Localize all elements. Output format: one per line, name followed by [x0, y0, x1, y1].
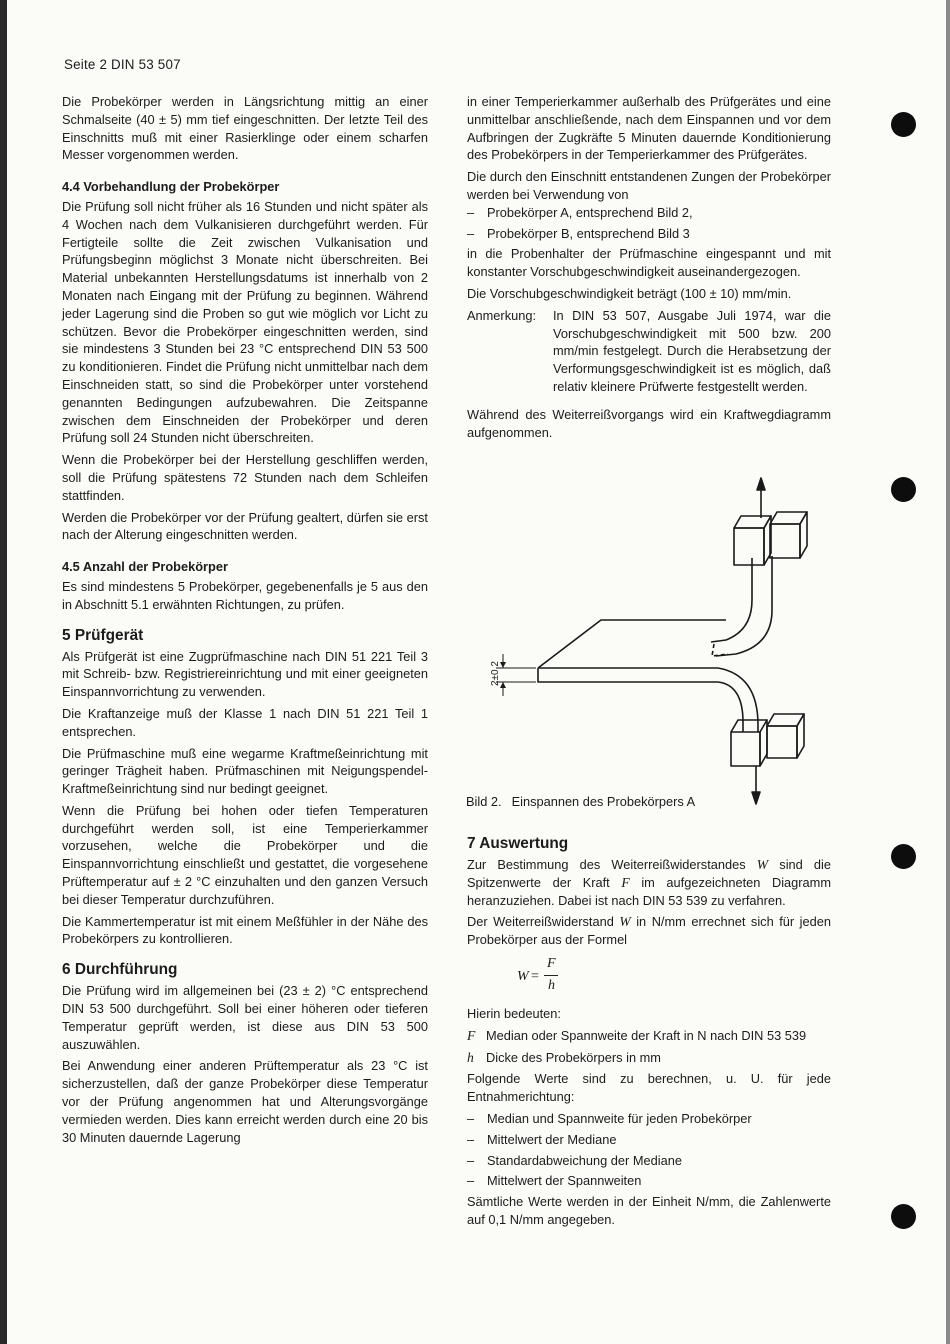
- formula-equals: =: [531, 968, 539, 984]
- section-5-title: 5 Prüfgerät: [62, 626, 144, 644]
- fraction-bar: [544, 975, 558, 976]
- dimension-label: 2±0,2: [490, 661, 501, 686]
- right-paragraph-2: Die durch den Einschnitt entstandenen Zungen der Probekörper werden bei Verwendung von: [467, 169, 831, 202]
- section-6-paragraph-1: Die Prüfung wird im allgemeinen bei (23 ± 2) °C entsprechend DIN 53 500 durchgeführt. Soll bei einer höheren oder tieferen Temperatur geprüft werden, ist diese aus DIN 53 500 auszuwählen.: [62, 983, 428, 1052]
- text-run: Der Weiterreißwiderstand: [467, 914, 614, 930]
- definition-text: Dicke des Probekörpers in mm: [486, 1049, 661, 1065]
- arrow-head-up: [757, 478, 765, 490]
- section-4-5-title: 4.5 Anzahl der Probekörper: [62, 559, 228, 575]
- punch-hole-2: [891, 477, 916, 502]
- figure-caption: [466, 794, 695, 809]
- lower-tongue-outer: [718, 668, 758, 732]
- section-5-paragraph-5: Die Kammertemperatur ist mit einem Meßfühler in der Nähe des Probekörpers zu kontrollieren.: [62, 913, 428, 947]
- legend-intro: Hierin bedeuten:: [467, 1005, 561, 1021]
- list-item: [467, 1110, 831, 1128]
- section-4-4-paragraph-2: Wenn die Probekörper bei der Herstellung geschliffen werden, soll die Prüfung spätestens 72 Stunden nach dem Schleifen stattfinden.: [62, 452, 428, 503]
- section-7-paragraph-1: [467, 856, 831, 909]
- list-item-text: Standardabweichung der Mediane: [487, 1152, 682, 1168]
- dash-bullet: –: [467, 225, 475, 241]
- section-5-paragraph-2: Die Kraftanzeige muß der Klasse 1 nach DIN 51 221 Teil 1 entsprechen.: [62, 705, 428, 739]
- definition-h: [467, 1049, 831, 1067]
- scan-edge-left: [0, 0, 7, 1344]
- symbol-W: W: [756, 857, 769, 872]
- formula-lhs: W: [517, 968, 529, 984]
- bottom-grip-right-side: [797, 714, 804, 758]
- list-item-text: Mittelwert der Spannweiten: [487, 1173, 642, 1189]
- list-item-text: Probekörper B, entsprechend Bild 3: [487, 225, 690, 241]
- figure-caption-number: Bild 2.: [466, 794, 502, 809]
- definition-F: [467, 1027, 831, 1045]
- section-6-paragraph-2: Bei Anwendung einer anderen Prüftemperatur als 23 °C ist sicherzustellen, daß der ganze Probekörper diese Temperatur vor der Prüfung angenommen hat und Alterungsvorgänge vermieden werden. Dies kann erreicht werden durch eine 20 bis 30 Minuten dauernde Lagerung: [62, 1058, 428, 1145]
- section-4-4-paragraph-1: Die Prüfung soll nicht früher als 16 Stunden und nicht später als 4 Wochen nach dem Vulkanisieren durchgeführt werden. Für Fertigteile sollte die Zeit zwischen Vulkanisation und Prüfungsbeginn möglichst 3 Monate nicht überschreiten. Bei Material unbekannten Herstellungsdatums ist innerhalb von 2 Monaten nach Eingang mit der Prüfung zu beginnen. Während jeder Lagerung sind die Proben so gut wie möglich vor Licht zu schützen. Bevor die Probekörper eingeschnitten werden, sind sie mindestens 3 Stunden bei 23 °C entsprechend DIN 53 500 zu konditionieren. Findet die Prüfung nicht unmittelbar nach dem Einschneiden statt, so sind die Probekörper unter vorstehend genannten Bedingungen aufzubewahren. Die Zeitspanne zwischen dem Einschneiden der Probekörper und deren Prüfung soll 24 Stunden nicht überschreiten.: [62, 198, 428, 446]
- intro-paragraph: Die Probekörper werden in Längsrichtung mittig an einer Schmalseite (40 ± 5) mm tief eingeschnitten. Der letzte Teil des Einschnitts muß mit einer Rasierklinge oder einem scharfen Messer vorgenommen werden.: [62, 94, 428, 163]
- section-7-paragraph-3: Folgende Werte sind zu berechnen, u. U. für jede Entnahmerichtung:: [467, 1071, 831, 1105]
- list-item-text: Probekörper A, entsprechend Bild 2,: [487, 204, 693, 220]
- section-4-4-paragraph-3: Werden die Probekörper vor der Prüfung gealtert, dürfen sie erst nach der Alterung eingeschnitten werden.: [62, 509, 428, 543]
- text-run: sind die Spitzenwerte der Kraft: [467, 857, 832, 890]
- left-column: [62, 93, 428, 1150]
- dash-bullet: –: [467, 1131, 475, 1147]
- formula: [467, 955, 831, 995]
- figure-specimen-clamping: [466, 470, 826, 815]
- formula-denominator: h: [548, 977, 555, 993]
- definition-text: Median oder Spannweite der Kraft in N nach DIN 53 539: [486, 1027, 807, 1043]
- section-5-paragraph-4: Wenn die Prüfung bei hohen oder tiefen Temperaturen durchgeführt werden soll, ist eine Temperierkammer vorzusehen, welche die Probekörper und die Einspannvorrichtung einschließt und gestattet, die vorgesehene Prüftemperatur auf ± 2 °C einzuhalten und den ganzen Versuch bei dieser Temperatur durchzuführen.: [62, 802, 428, 907]
- list-item: [467, 1172, 831, 1190]
- top-grip-left: [734, 528, 764, 565]
- bottom-grip-left-side: [760, 720, 767, 766]
- upper-tongue-left: [711, 558, 752, 642]
- specimen-top-edge: [538, 620, 726, 668]
- top-grip-right: [770, 524, 800, 558]
- lower-tongue-inner: [718, 682, 743, 732]
- slit-hidden-line: [712, 644, 728, 656]
- dash-bullet: –: [467, 1152, 475, 1168]
- scan-edge-right: [946, 0, 950, 1344]
- right-paragraph-5: Während des Weiterreißvorgangs wird ein Kraftwegdiagramm aufgenommen.: [467, 406, 831, 440]
- punch-hole-4: [891, 1204, 916, 1229]
- symbol-F: F: [621, 874, 630, 890]
- right-column-top: [467, 93, 831, 445]
- section-7-paragraph-2: [467, 913, 831, 949]
- dash-bullet: –: [467, 204, 475, 220]
- dash-bullet: –: [467, 1173, 475, 1189]
- section-4-4-title: 4.4 Vorbehandlung der Probekörper: [62, 179, 280, 195]
- section-4-5-paragraph-1: Es sind mindestens 5 Probekörper, gegebenenfalls je 5 aus den in Abschnitt 5.1 erwähnten Richtungen, zu prüfen.: [62, 578, 428, 612]
- formula-numerator: F: [547, 955, 556, 971]
- right-paragraph-1: in einer Temperierkammer außerhalb des Prüfgerätes und eine unmittelbar anschließende, nach dem Einspannen und vor dem Aufbringen der Zugkräfte 5 Minuten dauernde Konditionierung des Probekörpers in der Temperierkammer des Prüfgerätes.: [467, 94, 831, 163]
- right-paragraph-3: in die Probenhalter der Prüfmaschine eingespannt und mit konstanter Vorschubgeschwindigkeit auseinandergezogen.: [467, 246, 831, 280]
- arrow-head-down: [752, 792, 760, 804]
- page-header: Seite 2 DIN 53 507: [64, 57, 181, 72]
- figure-caption-text: Einspannen des Probekörpers A: [511, 794, 696, 809]
- list-item: [467, 225, 831, 243]
- punch-hole-1: [891, 112, 916, 137]
- symbol-W: W: [619, 914, 631, 930]
- bottom-grip-left: [731, 732, 760, 766]
- text-run: im aufgezeichneten Diagramm heranzuziehen. Dabei ist nach DIN 53 539 zu verfahren.: [467, 874, 831, 908]
- bottom-grip-right: [767, 726, 797, 758]
- section-7-paragraph-4: Sämtliche Werte werden in der Einheit N/mm, die Zahlenwerte auf 0,1 N/mm angegeben.: [467, 1194, 831, 1227]
- section-5-paragraph-3: Die Prüfmaschine muß eine wegarme Kraftmeßeinrichtung mit geringer Trägheit haben. Prüfmaschinen mit Neigungspendel-Kraftmeßeinrichtung sind nur bedingt geeignet.: [62, 745, 428, 797]
- right-column-bottom: [467, 826, 831, 1233]
- note-body: In DIN 53 507, Ausgabe Juli 1974, war die Vorschubgeschwindigkeit mit 500 bzw. 200 mm/min festgelegt. Durch die Herabsetzung der Verformungsgeschwindigkeit ist es möglich, daß relativ kleinere Prüfwerte festgestellt werden.: [553, 307, 831, 394]
- list-item-text: Mittelwert der Mediane: [487, 1131, 617, 1147]
- list-item-text: Median und Spannweite für jeden Probekörper: [487, 1110, 752, 1126]
- section-6-title: 6 Durchführung: [62, 961, 178, 979]
- list-item: [467, 204, 831, 222]
- list-item: [467, 1131, 831, 1149]
- list-item: [467, 1152, 831, 1170]
- specimen-bottom-edge: [538, 668, 718, 682]
- punch-hole-3: [891, 844, 916, 869]
- text-run: in N/mm errechnet sich für jeden Probekörper aus der Formel: [467, 914, 831, 948]
- section-5-paragraph-1: Als Prüfgerät ist eine Zugprüfmaschine nach DIN 51 221 Teil 3 mit Schreib- bzw. Registriereinrichtung und mit einer geeigneten Einspannvorrichtung zu verwenden.: [62, 648, 428, 700]
- definition-symbol: F: [467, 1027, 476, 1043]
- dash-bullet: –: [467, 1110, 475, 1126]
- note: [467, 307, 831, 396]
- definition-symbol: h: [467, 1049, 474, 1065]
- text-run: Zur Bestimmung des Weiterreißwiderstandes: [467, 857, 746, 872]
- right-paragraph-4: Die Vorschubgeschwindigkeit beträgt (100 ± 10) mm/min.: [467, 285, 792, 301]
- section-7-title: 7 Auswertung: [467, 835, 569, 852]
- top-grip-right-side: [800, 512, 807, 558]
- note-label: Anmerkung:: [467, 307, 536, 323]
